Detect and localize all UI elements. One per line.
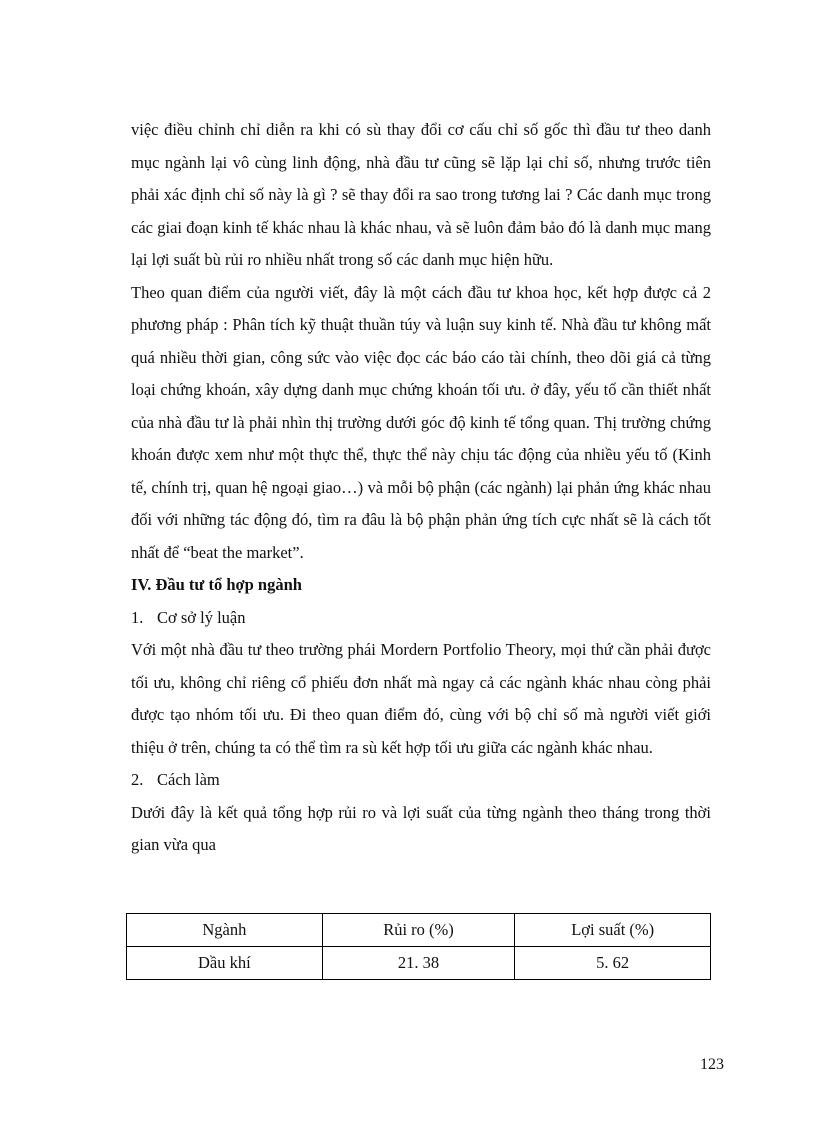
table-row bbox=[127, 947, 711, 980]
page-number: 123 bbox=[700, 1056, 724, 1073]
paragraph-portfolio-flexibility: việc điều chỉnh chỉ diễn ra khi có sù thay đổi cơ cấu chỉ số gốc thì đầu tư theo danh mục ngành lại vô cùng linh động, nhà đầu tư cũng sẽ lặp lại chỉ số, nhưng trước tiên phải xác định chỉ số này là gì ? sẽ thay đổi ra sao trong tương lai ? Các danh mục trong các giai đoạn kinh tế khác nhau là khác nhau, và sẽ luôn đảm bảo đó là danh mục mang lại lợi suất bù rủi ro nhiều nhất trong số các danh mục hiện hữu. bbox=[131, 120, 711, 269]
document-body bbox=[131, 114, 711, 862]
section-heading: IV. Đầu tư tổ hợp ngành bbox=[131, 575, 302, 594]
header-risk: Rủi ro (%) bbox=[322, 914, 515, 947]
header-return: Lợi suất (%) bbox=[515, 914, 711, 947]
cell-return: 5. 62 bbox=[515, 947, 711, 980]
risk-return-table bbox=[126, 913, 711, 980]
paragraph-mpt: Với một nhà đầu tư theo trường phái Mordern Portfolio Theory, mọi thứ cần phải được tối ưu, không chỉ riêng cổ phiếu đơn nhất mà ngay cả các ngành khác nhau còng phải được tạo nhóm tối ưu. Đi theo quan điểm đó, cùng với bộ chỉ số mà người viết giới thiệu ở trên, chúng ta có thể tìm ra sù kết hợp tối ưu giữa các ngành khác nhau. bbox=[131, 640, 711, 757]
paragraph-results-intro: Dưới đây là kết quả tổng hợp rủi ro và lợi suất của từng ngành theo tháng trong thời gian vừa qua bbox=[131, 802, 711, 854]
subsection-number: 1. bbox=[131, 607, 144, 627]
subsection-method bbox=[131, 764, 711, 797]
cell-sector: Dầu khí bbox=[127, 947, 323, 980]
subsection-number: 2. bbox=[131, 770, 144, 789]
subsection-theory bbox=[131, 602, 711, 635]
header-sector: Ngành bbox=[127, 914, 323, 947]
subsection-title: Cách làm bbox=[157, 770, 220, 789]
table-header-row bbox=[127, 914, 711, 947]
subsection-title: Cơ sở lý luận bbox=[157, 607, 246, 627]
paragraph-author-view: Theo quan điểm của người viết, đây là một cách đầu tư khoa học, kết hợp được cả 2 phương pháp : Phân tích kỹ thuật thuần túy và luận suy kinh tế. Nhà đầu tư không mất quá nhiều thời gian, công sức vào việc đọc các báo cáo tài chính, theo dõi giá cả từng loại chứng khoán, xây dựng danh mục chứng khoán tối ưu. ở đây, yếu tố cần thiết nhất của nhà đầu tư là phải nhìn thị trường dưới góc độ kinh tế tổng quan. Thị trường chứng khoán được xem như một thực thể, thực thể này chịu tác động của nhiều yếu tố (Kinh tế, chính trị, quan hệ ngoại giao…) và mỗi bộ phận (các ngành) lại phản ứng khác nhau đối với những tác động đó, tìm ra đâu là bộ phận phản ứng tích cực nhất sẽ là cách tốt nhất để “beat the market”. bbox=[131, 282, 711, 562]
cell-risk: 21. 38 bbox=[322, 947, 515, 980]
